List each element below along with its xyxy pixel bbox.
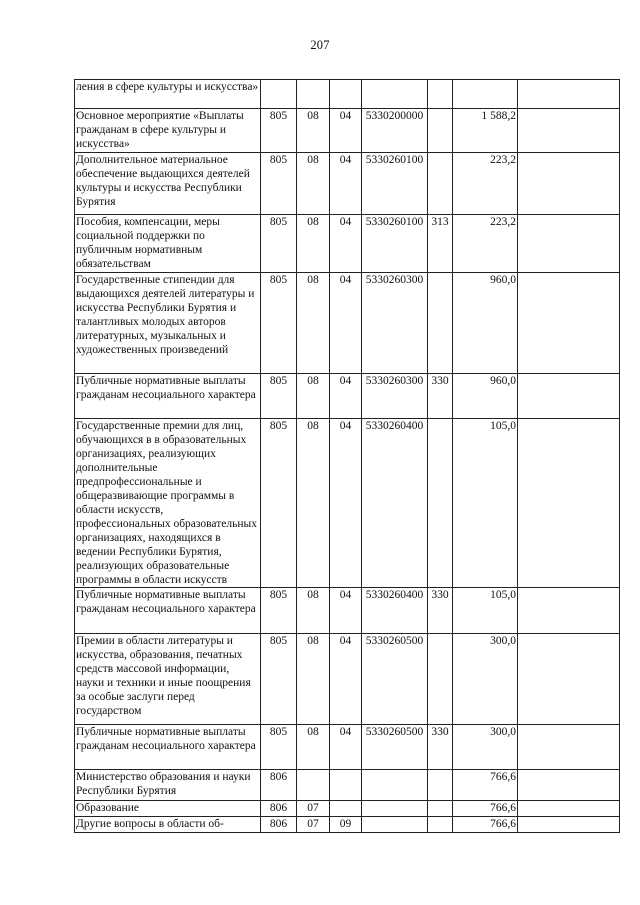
row-expense-type [428,273,453,374]
table-row [75,801,620,817]
row-name: Другие вопросы в области об- [75,817,261,833]
row-section [297,80,330,109]
row-amount: 105,0 [453,588,518,634]
row-section: 07 [297,801,330,817]
row-target-article [362,80,428,109]
table-row [75,770,620,801]
row-subsection: 04 [330,725,362,770]
row-ministry-code: 805 [261,419,297,588]
row-name: ления в сфере культуры и искусства» [75,80,261,109]
table-row [75,374,620,419]
row-section: 08 [297,419,330,588]
row-extra-cell [518,273,620,374]
row-target-article: 5330260100 [362,153,428,215]
row-name: Публичные нормативные выплаты гражданам несоциального характера [75,374,261,419]
row-target-article: 5330200000 [362,109,428,153]
row-target-article: 5330260500 [362,634,428,725]
row-ministry-code: 805 [261,153,297,215]
row-amount: 766,6 [453,770,518,801]
row-target-article: 5330260400 [362,588,428,634]
row-name: Публичные нормативные выплаты гражданам несоциального характера [75,725,261,770]
row-section: 08 [297,588,330,634]
row-expense-type [428,80,453,109]
row-expense-type [428,634,453,725]
row-ministry-code: 806 [261,801,297,817]
table-row [75,215,620,273]
row-amount: 223,2 [453,153,518,215]
row-expense-type: 313 [428,215,453,273]
row-extra-cell [518,770,620,801]
row-expense-type [428,817,453,833]
row-amount: 105,0 [453,419,518,588]
table-row [75,419,620,588]
row-extra-cell [518,80,620,109]
row-subsection: 04 [330,374,362,419]
row-section [297,770,330,801]
row-section: 07 [297,817,330,833]
row-subsection [330,770,362,801]
row-amount: 223,2 [453,215,518,273]
row-amount: 1 588,2 [453,109,518,153]
row-name: Образование [75,801,261,817]
row-subsection [330,801,362,817]
row-ministry-code: 805 [261,634,297,725]
row-extra-cell [518,419,620,588]
row-section: 08 [297,109,330,153]
row-name: Государственные стипендии для выдающихся деятелей литературы и искусства Республики Бурятия и талантливых молодых авторов литературных, музыкальных и художественных произведений [75,273,261,374]
row-amount: 960,0 [453,374,518,419]
row-subsection: 04 [330,153,362,215]
row-expense-type [428,153,453,215]
row-name: Дополнительное материальное обеспечение выдающихся деятелей культуры и искусства Республики Бурятия [75,153,261,215]
row-ministry-code: 806 [261,770,297,801]
row-expense-type [428,109,453,153]
budget-table [74,79,620,833]
row-section: 08 [297,634,330,725]
row-section: 08 [297,725,330,770]
row-subsection: 04 [330,215,362,273]
row-extra-cell [518,153,620,215]
row-expense-type: 330 [428,725,453,770]
table-row [75,817,620,833]
row-name: Государственные премии для лиц, обучающихся в в образовательных организациях, реализующих дополнительные предпрофессиональные и общеразвивающие программы в области искусств, профессиональных образовательных организациях, находящихся в ведении Республики Бурятия, реализующих образовательные программы в области искусств [75,419,261,588]
row-subsection: 04 [330,109,362,153]
row-name: Премии в области литературы и искусства, образования, печатных средств массовой информации, науки и техники и иные поощрения за особые заслуги перед государством [75,634,261,725]
table-row [75,109,620,153]
row-subsection [330,80,362,109]
row-amount: 300,0 [453,634,518,725]
row-target-article: 5330260100 [362,215,428,273]
row-expense-type: 330 [428,374,453,419]
row-amount: 766,6 [453,801,518,817]
row-target-article: 5330260300 [362,273,428,374]
table-row [75,725,620,770]
row-expense-type [428,801,453,817]
row-section: 08 [297,153,330,215]
page-number: 207 [310,38,330,52]
row-target-article [362,817,428,833]
row-subsection: 04 [330,273,362,374]
row-expense-type [428,419,453,588]
row-section: 08 [297,215,330,273]
row-section: 08 [297,374,330,419]
row-expense-type [428,770,453,801]
row-extra-cell [518,801,620,817]
row-subsection: 04 [330,419,362,588]
row-subsection: 04 [330,588,362,634]
row-extra-cell [518,374,620,419]
row-name: Министерство образования и науки Республики Бурятия [75,770,261,801]
row-name: Публичные нормативные выплаты гражданам несоциального характера [75,588,261,634]
row-subsection: 04 [330,634,362,725]
row-name: Основное мероприятие «Выплаты гражданам в сфере культуры и искусства» [75,109,261,153]
row-extra-cell [518,215,620,273]
table-row [75,634,620,725]
row-extra-cell [518,725,620,770]
row-section: 08 [297,273,330,374]
row-ministry-code: 805 [261,588,297,634]
row-target-article [362,770,428,801]
row-target-article: 5330260500 [362,725,428,770]
row-extra-cell [518,634,620,725]
row-name: Пособия, компенсации, меры социальной поддержки по публичным нормативным обязательствам [75,215,261,273]
row-amount [453,80,518,109]
row-extra-cell [518,817,620,833]
table-row [75,273,620,374]
row-ministry-code: 805 [261,725,297,770]
row-ministry-code [261,80,297,109]
row-ministry-code: 805 [261,374,297,419]
row-ministry-code: 805 [261,215,297,273]
row-amount: 766,6 [453,817,518,833]
row-extra-cell [518,109,620,153]
table-row [75,588,620,634]
row-amount: 300,0 [453,725,518,770]
row-ministry-code: 806 [261,817,297,833]
row-target-article: 5330260400 [362,419,428,588]
row-target-article: 5330260300 [362,374,428,419]
row-extra-cell [518,588,620,634]
row-target-article [362,801,428,817]
row-ministry-code: 805 [261,273,297,374]
table-row [75,153,620,215]
row-expense-type: 330 [428,588,453,634]
row-ministry-code: 805 [261,109,297,153]
table-row [75,80,620,109]
row-subsection: 09 [330,817,362,833]
row-amount: 960,0 [453,273,518,374]
